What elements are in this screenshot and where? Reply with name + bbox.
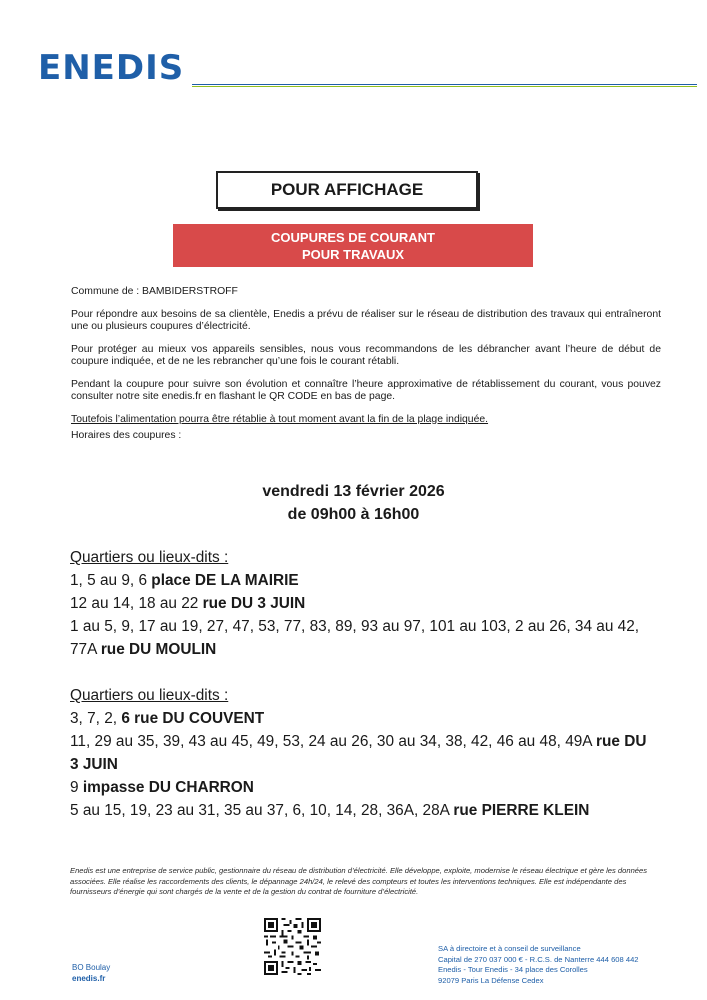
zone-title: Quartiers ou lieux-dits : [70, 549, 229, 566]
affected-zones [70, 546, 655, 845]
office-info [72, 962, 110, 984]
website-link[interactable]: enedis.fr [72, 974, 106, 983]
intro-paragraph-3: Pendant la coupure pour suivre son évolution et connaître l’heure approximative de rétablissement du courant, vous pouvez consulter notre site enedis.fr en flashant le QR CODE en bas de page. [71, 378, 661, 402]
zone-street: rue DU 3 JUIN [202, 595, 306, 612]
zone-line [70, 615, 655, 661]
company-line: SA à directoire et à conseil de surveillance [438, 944, 581, 953]
zone-numbers: 12 au 14, 18 au 22 [70, 595, 203, 612]
intro-paragraph-4: Toutefois l’alimentation pourra être rétablie à tout moment avant la fin de la plage indiquée. [71, 413, 489, 425]
schedule-date: vendredi 13 février 2026 [262, 483, 445, 500]
zone-line [70, 730, 655, 776]
zone-street: rue DU MOULIN [100, 641, 217, 658]
schedule-block [0, 480, 707, 526]
zone-group-2 [70, 684, 655, 822]
legal-notice: Enedis est une entreprise de service public, gestionnaire du réseau de distribution d’électricité. Elle développe, exploite, modernise le réseau électrique et gère les données associées. Elle réalise les raccordements des clients, le dépannage 24h/24, le relevé des compteurs et toutes les interventions techniques. Elle est indépendante des fournisseurs d’énergie qui sont chargés de la vente et de la gestion du contrat de fourniture d’électricité. [70, 866, 648, 896]
zone-street: impasse DU CHARRON [82, 779, 254, 796]
company-line: Enedis - Tour Enedis - 34 place des Corolles [438, 965, 588, 974]
commune-line: Commune de : BAMBIDERSTROFF [71, 286, 238, 297]
zone-line [70, 569, 655, 592]
zone-group-1 [70, 546, 655, 661]
company-info [438, 944, 639, 986]
banner-line-1: COUPURES DE COURANT [271, 229, 435, 245]
header-divider [192, 84, 697, 87]
title-box [216, 171, 478, 209]
intro-paragraph-1: Pour répondre aux besoins de sa clientèle, Enedis a prévu de réaliser sur le réseau de distribution des travaux qui entraîneront une ou plusieurs coupures d’électricité. [71, 308, 661, 332]
zone-line [70, 592, 655, 615]
zone-numbers: 1 au 5, 9, 17 au 19, 27, 47, 53, 77, 83, 89, 93 au 97, 101 au 103, 2 au 26, 34 au 42, 77A [70, 618, 640, 658]
zone-street: 6 rue DU COUVENT [121, 710, 265, 727]
enedis-logo [38, 50, 188, 86]
banner-line-2: POUR TRAVAUX [301, 246, 405, 262]
schedule-hours: de 09h00 à 16h00 [287, 506, 420, 523]
zone-street: rue DU 3 JUIN [70, 733, 647, 773]
zone-numbers: 3, 7, 2, [70, 710, 122, 727]
zone-street: place DE LA MAIRIE [151, 572, 299, 589]
logo-text: ENEDIS [38, 48, 185, 88]
zone-numbers: 5 au 15, 19, 23 au 31, 35 au 37, 6, 10, 14, 28, 36A, 28A [70, 802, 454, 819]
office-name: BO Boulay [72, 963, 111, 972]
zone-title: Quartiers ou lieux-dits : [70, 687, 229, 704]
zone-line [70, 776, 655, 799]
zone-numbers: 11, 29 au 35, 39, 43 au 45, 49, 53, 24 au 26, 30 au 34, 38, 42, 46 au 48, 49A [70, 733, 597, 750]
company-line: 92079 Paris La Défense Cedex [438, 975, 544, 985]
qr-code-icon[interactable] [264, 918, 321, 975]
intro-paragraph-2: Pour protéger au mieux vos appareils sensibles, nous vous recommandons de les débrancher avant l’heure de début de coupure indiquée, et de ne les rebrancher qu’une fois le courant rétabli. [71, 343, 661, 367]
zone-street: rue PIERRE KLEIN [453, 802, 590, 819]
zone-line [70, 707, 655, 730]
company-line: Capital de 270 037 000 € - R.C.S. de Nanterre 444 608 442 [438, 954, 639, 964]
zone-numbers: 9 [70, 779, 83, 796]
schedule-heading: Horaires des coupures : [71, 430, 182, 441]
zone-line [70, 799, 655, 822]
zone-numbers: 1, 5 au 9, 6 [70, 572, 152, 589]
intro-text [71, 286, 661, 453]
title-box-label: POUR AFFICHAGE [270, 180, 424, 199]
outage-banner [173, 224, 533, 267]
